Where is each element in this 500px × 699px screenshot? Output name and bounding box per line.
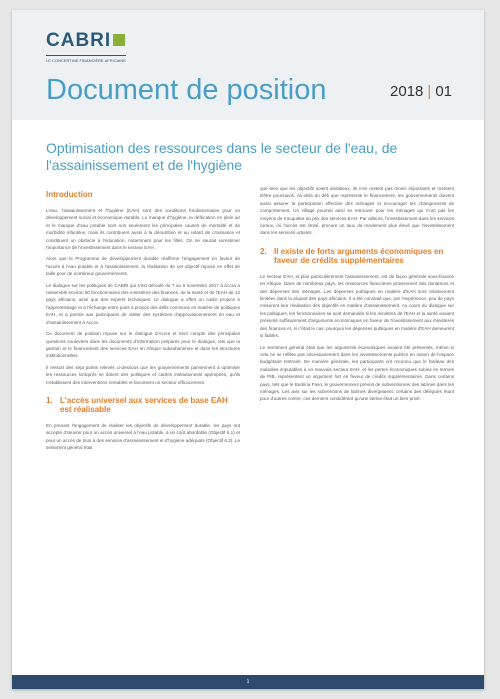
intro-paragraph: Il ressort des sept points relevés ci-dessous que les gouvernements parviennent à optimiser les ressources lorsqu'ils se dotent des politiques et cadres institutionnels appropriés, qu'ils n'établissent des interventions rentables et favorisent un secteur efficacement. [46,364,240,385]
section-2-paragraph: Le secteur EAH, et plus particulièrement l'assainissement, est de façon générale sous-financé en Afrique. Dans de nombreux pays, les ressources financières proviennent des donateurs et des dépenses des ménages. Les dépenses publiques en matière d'EAH sont relativement limitées dans la plupart des pays africains. Il a été constaté que, par l'expérience, peu de pays mesurent leur réalisation des objectifs en matière d'assainissement. Au cours du dialogue sur les politiques, les fonctionnaires se sont demandés si les ministres de l'EAH et la santé avaient présenté suffisamment d'arguments économiques en faveur de l'investissement aux ministères des finances et, si c'était le cas, pourquoi les dépenses publiques en matière d'EAH demeurent si faibles. [260,273,454,339]
intro-paragraph: L'eau, l'assainissement et l'hygiène (EAH) sont des conditions fondamentales pour un développement social et économique durable. Le manque d'hygiène, la défécation en plein air et le manque d'eau potable sont non seulement les principales causes de mortalité et de morbidité infantiles, mais ils contribuent aussi à la dénutrition et au retard de croissance et constituent un obstacle à l'éducation, notamment pour les filles. On ne saurait surestimer l'importance de l'investissement dans le secteur EAH. [46,208,240,251]
header-band [12,10,484,120]
logo-divider [46,55,126,56]
document-page [12,10,484,689]
section-2-paragraph: Le sentiment général était que les arguments économiques avaient été présentés, même si cela ne se reflète pas nécessairement dans les investissements publics en raison de l'espace budgétaire restreint. De manière générale, les participants ont reconnu que le fardeau des maladies imputables à un mauvais secteur EAH, et les pertes économiques subies en termes de PIB, représentent un argument fort en faveur de crédits supplémentaires. Dans certains pays, tels que le Burkina Faso, le gouvernement prévoit de subventionner des latrines dans les ménages. Les avis sur les subventions de latrines divergeaient, certains des délégués étant pour d'autres contre, ces derniers considérant qu'une latrine était un bien privé. [260,344,454,402]
intro-paragraph: Le dialogue sur les politiques de CABRI qui s'est déroulé du 7 au 9 novembre 2017 à Accra a rassemblé environ 50 fonctionnaires des ministères des finances, de la santé et de l'EAH de 12 pays africains, ainsi que des experts techniques. Le dialogue a offert un cadre propice à l'apprentissage et à l'échange entre pairs à propos des défis communs en matière de politiques EAH, et a permis aux participants de visiter des systèmes d'approvisionnement en eau et d'assainissement à Accra. [46,282,240,325]
section-2-heading [260,247,454,265]
cabri-logo [46,30,125,52]
document-title: Document de position [46,74,327,106]
section-1-paragraph: En prenant l'engagement de réaliser les objectifs de développement durable, les pays ont accepté d'œuvrer pour un accès universel à l'eau potable, à un coût abordable (Objectif 6.1) et pour un accès de tous à des services d'assainissement et d'hygiène adéquats (Objectif 6.2). Le sentiment général était [46,422,240,451]
logo-text: CABRI [46,30,112,51]
document-year: 2018 [390,83,424,100]
document-subtitle: Optimisation des ressources dans le secteur de l'eau, de l'assainissement et de l'hygiène [46,140,398,173]
left-column [46,190,240,456]
section-2-number: 2. [260,246,267,256]
document-number [390,83,452,100]
section-1-title: L'accès universel aux services de base EAH est réalisable [60,395,228,414]
section-1-heading [46,396,240,414]
introduction-heading: Introduction [46,190,93,199]
page-number: 1 [246,679,250,685]
section-2-title: Il existe de forts arguments économiques en faveur de crédits supplémentaires [274,246,444,265]
continued-paragraph: que bien que les objectifs soient ambitieux, ils n'en restent pas moins importants et méritent d'être poursuivis. Au-delà du défi que représente le financement, les gouvernements doivent aussi assurer la participation effective des ménages et encourager les changements de comportement. Un village pourrait ainsi se retrouver pour les ménages qui n'ont pas les moyens de s'acquitter du prix des services EAH. Par ailleurs, l'investissement dans les services ruraux, où l'accès est limité, procure un taux de rendement plus élevé que l'investissement dans les services urbains. [260,186,455,236]
logo-tagline: LE CONCERTINE FINANCIÈRE AFRICAINE [46,58,126,63]
intro-paragraph: Ce document de position repose sur le dialogue d'Accra et tient compte des principales questions soulevées dans les documents d'information préparés pour le dialogue, tels que la gestion et le financement des services EAH en Afrique subsaharienne et dans les structures institutionnelles. [46,331,240,359]
document-issue: 01 [435,83,452,100]
section-1-number: 1. [46,395,53,405]
intro-paragraph: Alors que le Programme de développement durable réaffirme l'engagement en faveur de l'accès à l'eau potable et à l'assainissement, la réalisation de cet objectif repose en effet de taille pour de nombreux gouvernements. [46,256,240,277]
footer-bar [12,675,484,689]
number-separator: | [427,83,432,100]
logo-mark-icon [113,34,125,46]
right-column [260,185,454,407]
